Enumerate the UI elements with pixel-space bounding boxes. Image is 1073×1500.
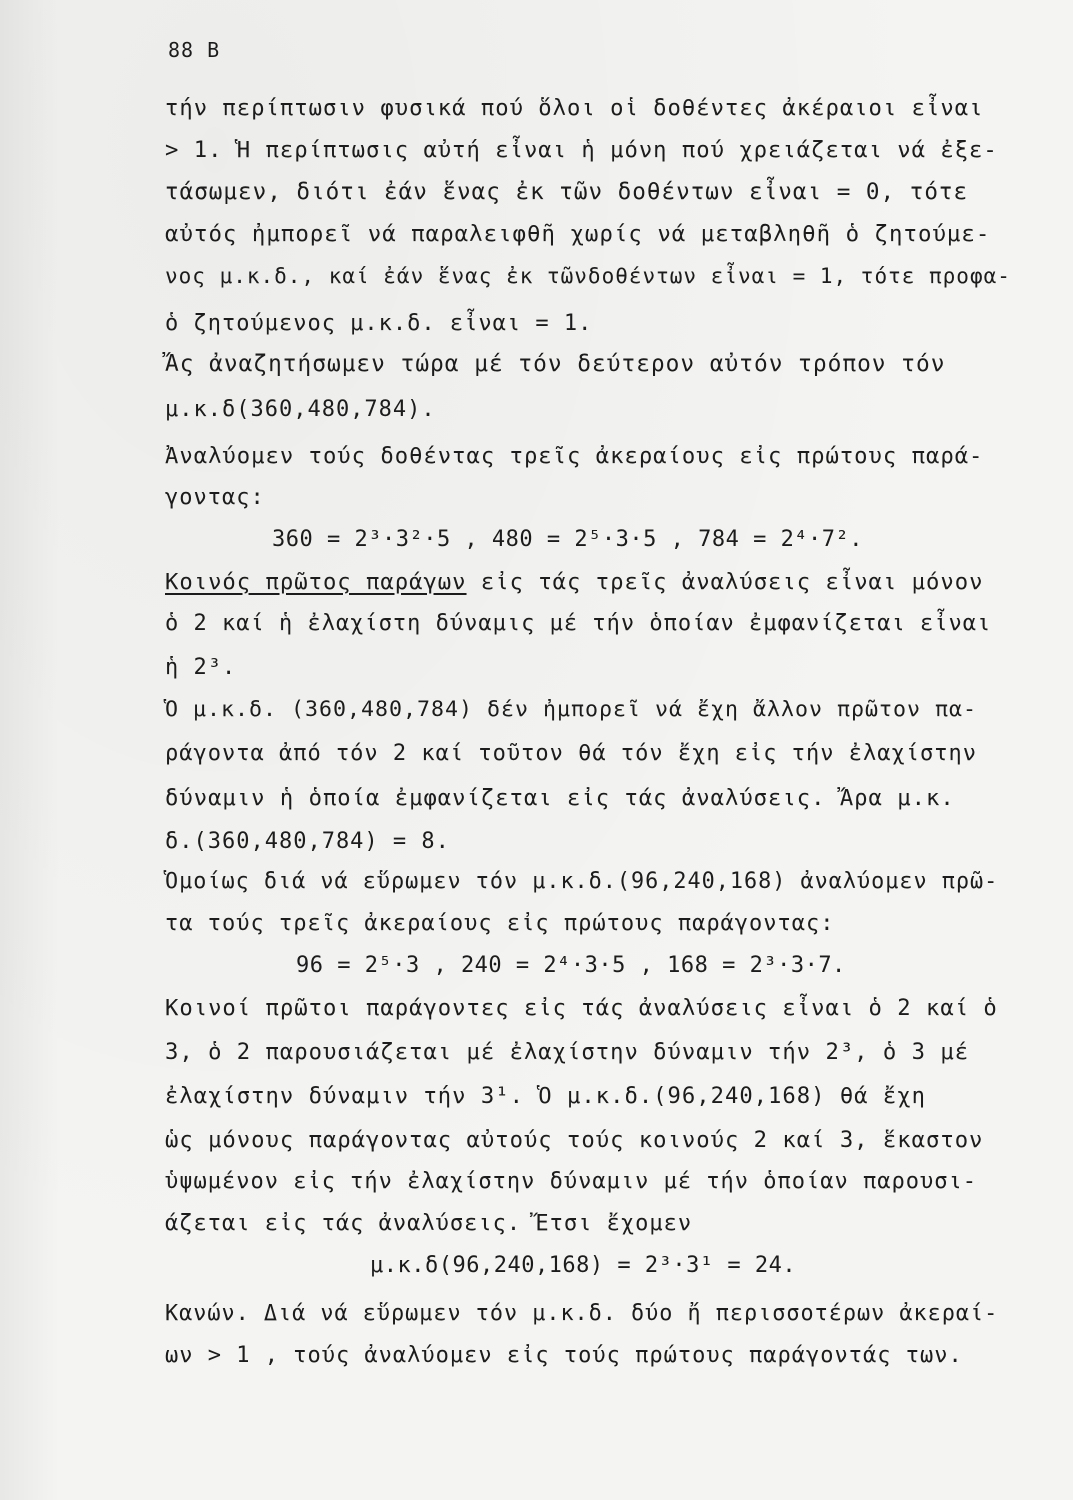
text-line: ἐλαχίστην δύναμιν τήν 3¹. Ὁ μ.κ.δ.(96,240,168) θά ἔχη xyxy=(165,1083,926,1109)
text-line: Ἀναλύομεν τούς δοθέντας τρεῖς ἀκεραίους εἰς πρώτους παρά- xyxy=(165,443,984,469)
result-line: μ.κ.δ(96,240,168) = 2³·3¹ = 24. xyxy=(370,1253,797,1278)
text-line: ὡς μόνους παράγοντας αὐτούς τούς κοινούς 2 καί 3, ἕκαστον xyxy=(165,1127,984,1153)
text-line: Ἄς ἀναζητήσωμεν τώρα μέ τόν δεύτερον αὐτόν τρόπον τόν xyxy=(165,351,946,377)
text-line: μ.κ.δ(360,480,784). xyxy=(165,397,436,422)
factorization-line: 96 = 2⁵·3 , 240 = 2⁴·3·5 , 168 = 2³·3·7. xyxy=(296,953,846,978)
text-line: > 1. Ἡ περίπτωσις αὐτή εἶναι ἡ μόνη πού χρειάζεται νά ἐξε- xyxy=(165,137,998,163)
text-line: Κοινοί πρῶτοι παράγοντες εἰς τάς ἀναλύσεις εἶναι ὁ 2 καί ὁ xyxy=(165,995,998,1021)
underlined-phrase: Κοινός πρῶτος παράγων xyxy=(165,569,467,595)
text-line: 3, ὁ 2 παρουσιάζεται μέ ἐλαχίστην δύναμιν τήν 2³, ὁ 3 μέ xyxy=(165,1039,970,1065)
text-line: γοντας: xyxy=(165,485,265,510)
text-line: αὐτός ἠμπορεῖ νά παραλειφθῆ χωρίς νά μεταβληθῆ ὁ ζητούμε- xyxy=(165,221,991,247)
text-line xyxy=(165,568,983,596)
text-line: δ.(360,480,784) = 8. xyxy=(165,829,450,854)
text-line: ράγοντα ἀπό τόν 2 καί τοῦτον θά τόν ἔχη εἰς τήν ἐλαχίστην xyxy=(165,741,977,766)
text-line: ὑψωμένον εἰς τήν ἐλαχίστην δύναμιν μέ τήν ὁποίαν παρουσι- xyxy=(165,1169,977,1194)
text-line: ὁ ζητούμενος μ.κ.δ. εἶναι = 1. xyxy=(165,311,593,336)
text-line: τάσωμεν, διότι ἐάν ἕνας ἐκ τῶν δοθέντων εἶναι = 0, τότε xyxy=(165,179,969,205)
text-line: Ὁ μ.κ.δ. (360,480,784) δέν ἠμπορεῖ νά ἔχη ἄλλον πρῶτον πα- xyxy=(165,697,978,722)
text-line: ἡ 2³. xyxy=(165,655,237,680)
page-header: 88 Β xyxy=(168,38,221,62)
text-line: τα τούς τρεῖς ἀκεραίους εἰς πρώτους παράγοντας: xyxy=(165,911,835,936)
text-line: δύναμιν ἡ ὁποία ἐμφανίζεται εἰς τάς ἀναλύσεις. Ἄρα μ.κ. xyxy=(165,785,955,811)
text-line: άζεται εἰς τάς ἀναλύσεις. Ἔτσι ἔχομεν xyxy=(165,1211,693,1236)
factorization-line: 360 = 2³·3²·5 , 480 = 2⁵·3·5 , 784 = 2⁴·7². xyxy=(272,527,864,552)
text-line: Κανών. Διά νά εὕρωμεν τόν μ.κ.δ. δύο ἤ περισσοτέρων ἀκεραί- xyxy=(165,1301,999,1326)
text-line: νος μ.κ.δ., καί ἐάν ἕνας ἐκ τῶνδοθέντων εἶναι = 1, τότε προφα- xyxy=(165,264,1011,288)
text-line: Ὁμοίως διά νά εὕρωμεν τόν μ.κ.δ.(96,240,168) ἀναλύομεν πρῶ- xyxy=(165,869,999,894)
text-line: ὁ 2 καί ἡ ἐλαχίστη δύναμις μέ τήν ὁποίαν ἐμφανίζεται εἶναι xyxy=(165,611,992,636)
text-line: τήν περίπτωσιν φυσικά πού ὅλοι οἱ δοθέντες ἀκέραιοι εἶναι xyxy=(165,95,984,121)
text-line-rest: εἰς τάς τρεῖς ἀναλύσεις εἶναι μόνον xyxy=(480,569,984,595)
text-line: ων > 1 , τούς ἀναλύομεν εἰς τούς πρώτους παράγοντάς των. xyxy=(165,1343,963,1368)
